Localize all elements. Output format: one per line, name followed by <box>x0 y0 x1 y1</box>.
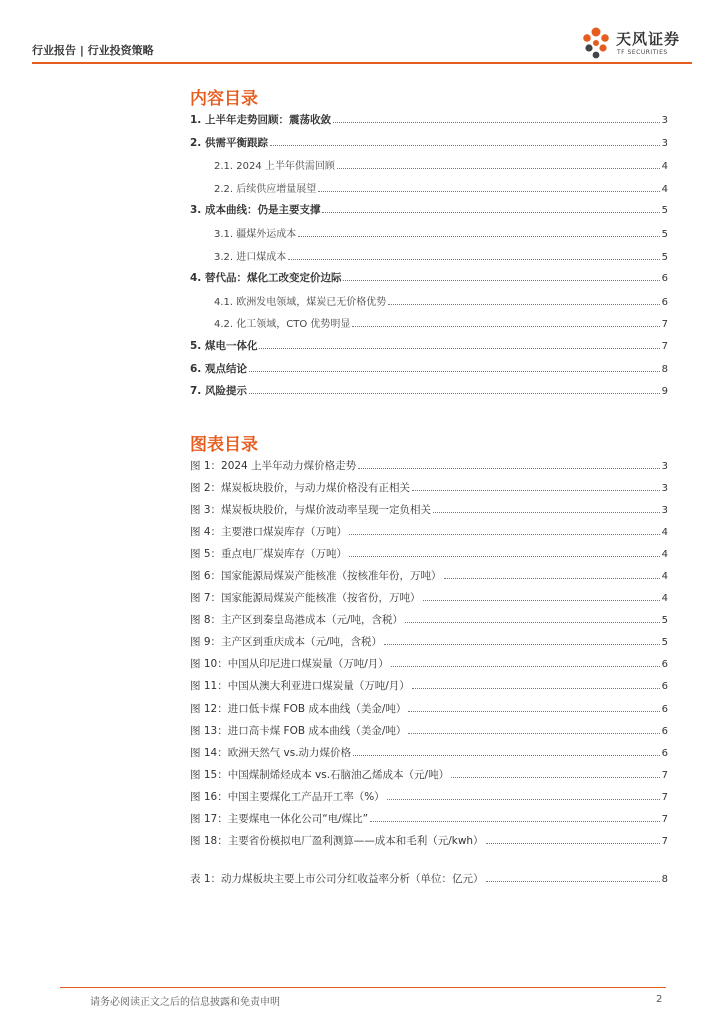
toc-entry[interactable] <box>190 293 668 316</box>
dot-leader <box>412 489 660 491</box>
entry-page-number: 7 <box>661 835 668 847</box>
entry-page-number: 3 <box>661 115 668 126</box>
toc-entry[interactable] <box>190 180 668 203</box>
figures-title: 图表目录 <box>190 435 258 455</box>
entry-label: 图 8：主产区到秦皇岛港成本（元/吨，含税） <box>190 614 404 627</box>
toc-entry[interactable] <box>190 634 668 656</box>
dot-leader <box>270 144 660 146</box>
entry-page-number: 3 <box>661 461 668 472</box>
dot-leader <box>249 392 660 394</box>
entry-page-number: 5 <box>661 205 668 217</box>
dot-leader <box>259 347 659 349</box>
entry-page-number: 6 <box>661 703 668 715</box>
page-header <box>32 24 692 62</box>
page-number: 2 <box>656 994 663 1005</box>
entry-page-number: 4 <box>661 161 668 173</box>
entry-page-number: 7 <box>661 340 668 352</box>
dot-leader <box>444 577 660 579</box>
dot-leader <box>408 710 659 712</box>
toc-entry[interactable] <box>190 338 668 361</box>
entry-label: 4. 替代品：煤化工改变定价边际 <box>190 272 342 285</box>
entry-label: 图 10：中国从印尼进口煤炭量（万吨/月） <box>190 658 389 671</box>
toc-entry[interactable] <box>190 833 668 855</box>
logo-english: TF SECURITIES <box>617 49 668 56</box>
entry-label: 图 4：主要港口煤炭库存（万吨） <box>190 526 348 539</box>
entry-label: 图 13：进口高卡煤 FOB 成本曲线（美金/吨） <box>190 724 407 737</box>
toc-entry[interactable] <box>190 701 668 723</box>
dot-leader <box>322 211 659 213</box>
entry-label: 图 7：国家能源局煤炭产能核准（按省份，万吨） <box>190 592 421 605</box>
dot-leader <box>412 687 660 689</box>
entry-page-number: 8 <box>661 874 668 885</box>
toc-entry[interactable] <box>190 745 668 767</box>
entry-page-number: 6 <box>661 273 668 285</box>
entry-page-number: 3 <box>661 483 668 495</box>
toc-entry[interactable] <box>190 811 668 833</box>
entry-label: 6. 观点结论 <box>190 362 247 375</box>
entry-label: 2.2. 后续供应增量展望 <box>214 183 317 195</box>
dot-leader <box>358 467 660 469</box>
toc-entry[interactable] <box>190 361 668 384</box>
entry-label: 图 17：主要煤电一体化公司“电/煤比” <box>190 812 369 825</box>
logo-flower-icon <box>580 26 612 60</box>
entry-label: 4.1. 欧洲发电领域，煤炭已无价格优势 <box>214 296 387 308</box>
company-logo <box>572 24 692 62</box>
entry-page-number: 7 <box>661 319 668 331</box>
footer-disclaimer: 请务必阅读正文之后的信息披露和免责申明 <box>90 997 280 1008</box>
dot-leader <box>486 842 660 844</box>
toc-entry[interactable] <box>190 315 668 338</box>
entry-label: 3.2. 进口煤成本 <box>214 251 287 263</box>
toc-entry[interactable] <box>190 383 668 406</box>
entry-label: 1. 上半年走势回顾：震荡收敛 <box>190 114 331 126</box>
toc-entry[interactable] <box>190 157 668 180</box>
entry-page-number: 6 <box>661 725 668 737</box>
toc-entry[interactable] <box>190 135 668 158</box>
entry-label: 图 11：中国从澳大利亚进口煤炭量（万吨/月） <box>190 680 410 693</box>
toc-entry[interactable] <box>190 723 668 745</box>
dot-leader <box>387 798 660 800</box>
dot-leader <box>298 235 659 237</box>
entry-page-number: 3 <box>661 505 668 517</box>
entry-label: 图 12：进口低卡煤 FOB 成本曲线（美金/吨） <box>190 702 407 715</box>
entry-label: 2. 供需平衡跟踪 <box>190 136 268 149</box>
entry-page-number: 5 <box>661 228 668 240</box>
toc-entry[interactable] <box>190 871 668 893</box>
toc-entry[interactable] <box>190 590 668 612</box>
toc-entry[interactable] <box>190 248 668 271</box>
toc-entry[interactable] <box>190 480 668 502</box>
dot-leader <box>352 325 659 327</box>
entry-label: 图 9：主产区到重庆成本（元/吨，含税） <box>190 636 383 649</box>
dot-leader <box>391 665 660 667</box>
toc-entry[interactable] <box>190 568 668 590</box>
dot-leader <box>388 303 659 305</box>
dot-leader <box>349 533 660 535</box>
entry-page-number: 7 <box>661 791 668 803</box>
dot-leader <box>423 599 660 601</box>
entry-page-number: 5 <box>661 615 668 627</box>
entry-label: 3. 成本曲线：仍是主要支撑 <box>190 204 321 217</box>
dot-leader <box>337 167 660 169</box>
entry-page-number: 7 <box>661 813 668 825</box>
toc-entry[interactable] <box>190 112 668 135</box>
entry-page-number: 4 <box>661 527 668 539</box>
dot-leader <box>318 190 659 192</box>
toc-entry[interactable] <box>190 270 668 293</box>
dot-leader <box>370 820 660 822</box>
entry-label: 表 1：动力煤板块主要上市公司分红收益率分析（单位：亿元） <box>190 873 484 885</box>
dot-leader <box>288 258 659 260</box>
entry-page-number: 5 <box>661 251 668 263</box>
entry-page-number: 6 <box>661 659 668 671</box>
entry-label: 3.1. 疆煤外运成本 <box>214 228 297 240</box>
entry-label: 2.1. 2024 上半年供需回顾 <box>214 161 335 173</box>
toc-entry[interactable] <box>190 656 668 678</box>
entry-page-number: 4 <box>661 183 668 195</box>
toc-list <box>190 112 668 406</box>
entry-page-number: 8 <box>661 363 668 375</box>
entry-page-number: 5 <box>661 637 668 649</box>
report-type: 行业报告 | 行业投资策略 <box>32 44 154 57</box>
footer-divider <box>60 987 666 988</box>
entry-label: 图 18：主要省份模拟电厂盈利测算——成本和毛利（元/kwh） <box>190 834 484 847</box>
dot-leader <box>486 880 660 882</box>
tables-list <box>190 871 668 893</box>
entry-label: 图 16：中国主要煤化工产品开工率（%） <box>190 790 385 803</box>
toc-entry[interactable] <box>190 202 668 225</box>
figures-list <box>190 458 668 855</box>
entry-label: 图 1：2024 上半年动力煤价格走势 <box>190 460 357 472</box>
dot-leader <box>433 511 660 513</box>
entry-label: 7. 风险提示 <box>190 385 247 398</box>
toc-entry[interactable] <box>190 767 668 789</box>
entry-label: 图 3：煤炭板块股价，与煤价波动率呈现一定负相关 <box>190 504 432 517</box>
dot-leader <box>408 732 659 734</box>
entry-label: 图 2：煤炭板块股价，与动力煤价格没有正相关 <box>190 482 411 495</box>
entry-page-number: 9 <box>661 386 668 398</box>
dot-leader <box>353 754 660 756</box>
toc-entry[interactable] <box>190 546 668 568</box>
toc-entry[interactable] <box>190 225 668 248</box>
dot-leader <box>333 121 660 123</box>
entry-page-number: 4 <box>661 593 668 605</box>
entry-page-number: 4 <box>661 571 668 583</box>
dot-leader <box>343 279 659 281</box>
toc-entry[interactable] <box>190 789 668 811</box>
entry-label: 图 5：重点电厂煤炭库存（万吨） <box>190 548 348 561</box>
toc-entry[interactable] <box>190 612 668 634</box>
dot-leader <box>349 555 660 557</box>
entry-page-number: 6 <box>661 296 668 308</box>
toc-entry[interactable] <box>190 678 668 700</box>
entry-label: 4.2. 化工领域，CTO 优势明显 <box>214 319 351 331</box>
dot-leader <box>249 370 660 372</box>
entry-page-number: 7 <box>661 769 668 781</box>
entry-label: 图 6：国家能源局煤炭产能核准（按核准年份，万吨） <box>190 570 442 583</box>
toc-title: 内容目录 <box>190 89 258 109</box>
header-divider <box>32 62 692 64</box>
entry-page-number: 6 <box>661 747 668 759</box>
entry-page-number: 3 <box>661 137 668 149</box>
toc-entry[interactable] <box>190 458 668 480</box>
entry-page-number: 6 <box>661 681 668 693</box>
dot-leader <box>405 621 660 623</box>
dot-leader <box>451 776 660 778</box>
logo-chinese: 天风证券 <box>616 30 681 48</box>
dot-leader <box>384 643 660 645</box>
toc-entry[interactable] <box>190 502 668 524</box>
entry-page-number: 4 <box>661 549 668 561</box>
entry-label: 图 14：欧洲天然气 vs.动力煤价格 <box>190 746 352 759</box>
toc-entry[interactable] <box>190 524 668 546</box>
entry-label: 图 15：中国煤制烯烃成本 vs.石脑油乙烯成本（元/吨） <box>190 768 450 781</box>
entry-label: 5. 煤电一体化 <box>190 339 258 352</box>
